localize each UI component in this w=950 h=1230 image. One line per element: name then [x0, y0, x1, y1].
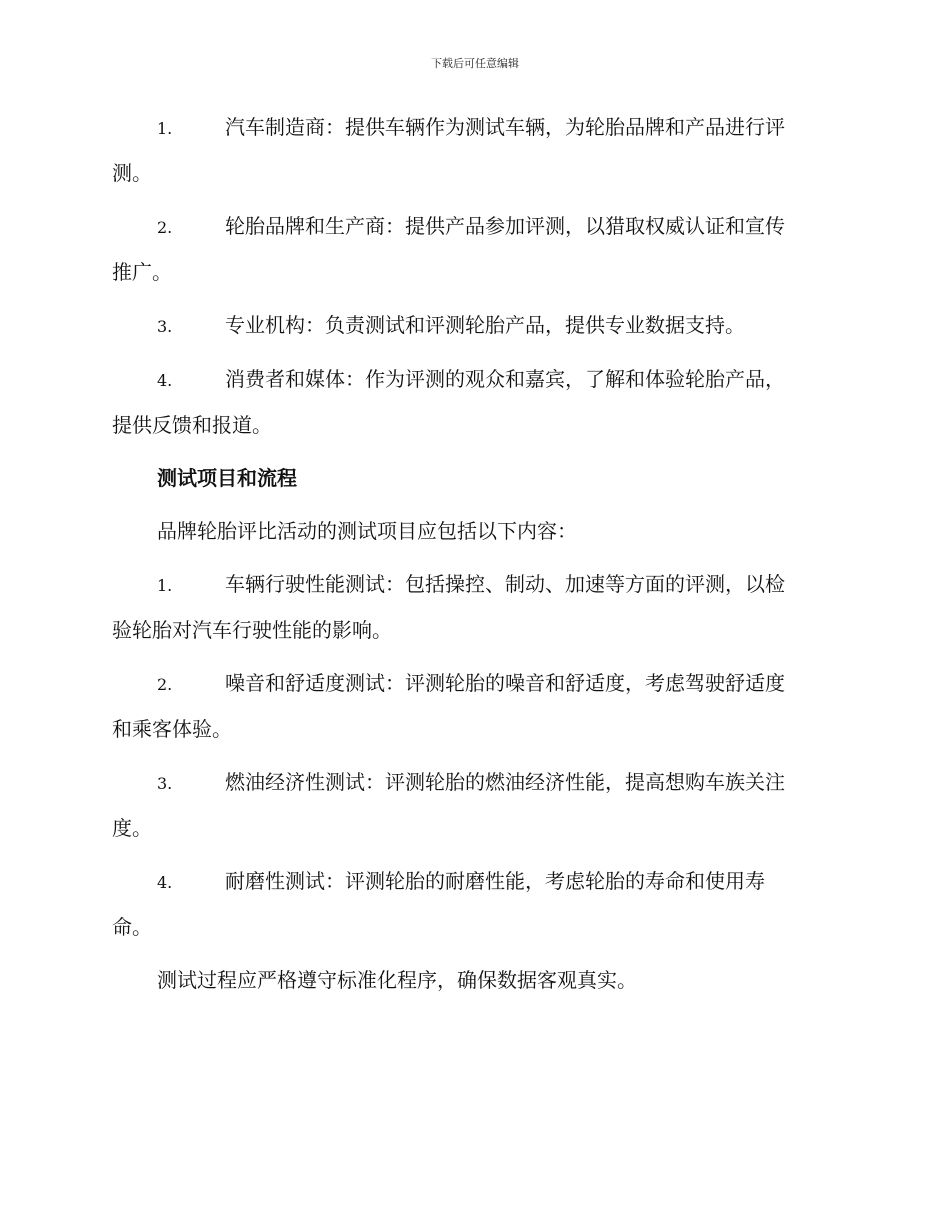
list-number: 1. [157, 119, 173, 138]
list-number: 3. [157, 774, 173, 793]
page-header: 下载后可任意编辑 [431, 57, 519, 70]
list-item [112, 357, 834, 448]
list-text-continued: 提供反馈和报道。 [112, 413, 272, 437]
list-text-continued: 和乘客体验。 [112, 717, 232, 741]
list-number: 3. [157, 317, 173, 336]
list-item [112, 760, 834, 851]
list-item [112, 859, 834, 950]
list-text-continued: 命。 [112, 915, 152, 939]
list-text: 消费者和媒体：作为评测的观众和嘉宾，了解和体验轮胎产品， [225, 367, 785, 391]
closing-paragraph: 测试过程应严格遵守标准化程序，确保数据客观真实。 [157, 968, 637, 992]
list-text-continued: 度。 [112, 816, 152, 840]
list-number: 2. [157, 675, 173, 694]
list-text-continued: 测。 [112, 161, 152, 185]
list-text: 燃油经济性测试：评测轮胎的燃油经济性能，提高想购车族关注 [225, 770, 785, 794]
list-number: 4. [157, 371, 173, 390]
document-body [112, 105, 834, 1011]
list-item [112, 204, 834, 295]
list-item [112, 661, 834, 752]
list-item [112, 105, 834, 196]
list-text: 专业机构：负责测试和评测轮胎产品，提供专业数据支持。 [225, 313, 745, 337]
list-text: 耐磨性测试：评测轮胎的耐磨性能，考虑轮胎的寿命和使用寿 [225, 869, 765, 893]
list-number: 1. [157, 576, 173, 595]
list-item [112, 562, 834, 653]
list-text: 轮胎品牌和生产商：提供产品参加评测，以猎取权威认证和宣传 [225, 214, 785, 238]
list-text: 车辆行驶性能测试：包括操控、制动、加速等方面的评测，以检 [225, 572, 785, 596]
list-text: 噪音和舒适度测试：评测轮胎的噪音和舒适度，考虑驾驶舒适度 [225, 671, 785, 695]
list-text: 汽车制造商：提供车辆作为测试车辆，为轮胎品牌和产品进行评 [225, 115, 785, 139]
list-number: 4. [157, 873, 173, 892]
list-text-continued: 验轮胎对汽车行驶性能的影响。 [112, 618, 392, 642]
list-text-continued: 推广。 [112, 260, 172, 284]
section-intro: 品牌轮胎评比活动的测试项目应包括以下内容： [157, 519, 577, 543]
list-number: 2. [157, 218, 173, 237]
list-item [112, 303, 834, 349]
section-heading: 测试项目和流程 [157, 466, 297, 490]
